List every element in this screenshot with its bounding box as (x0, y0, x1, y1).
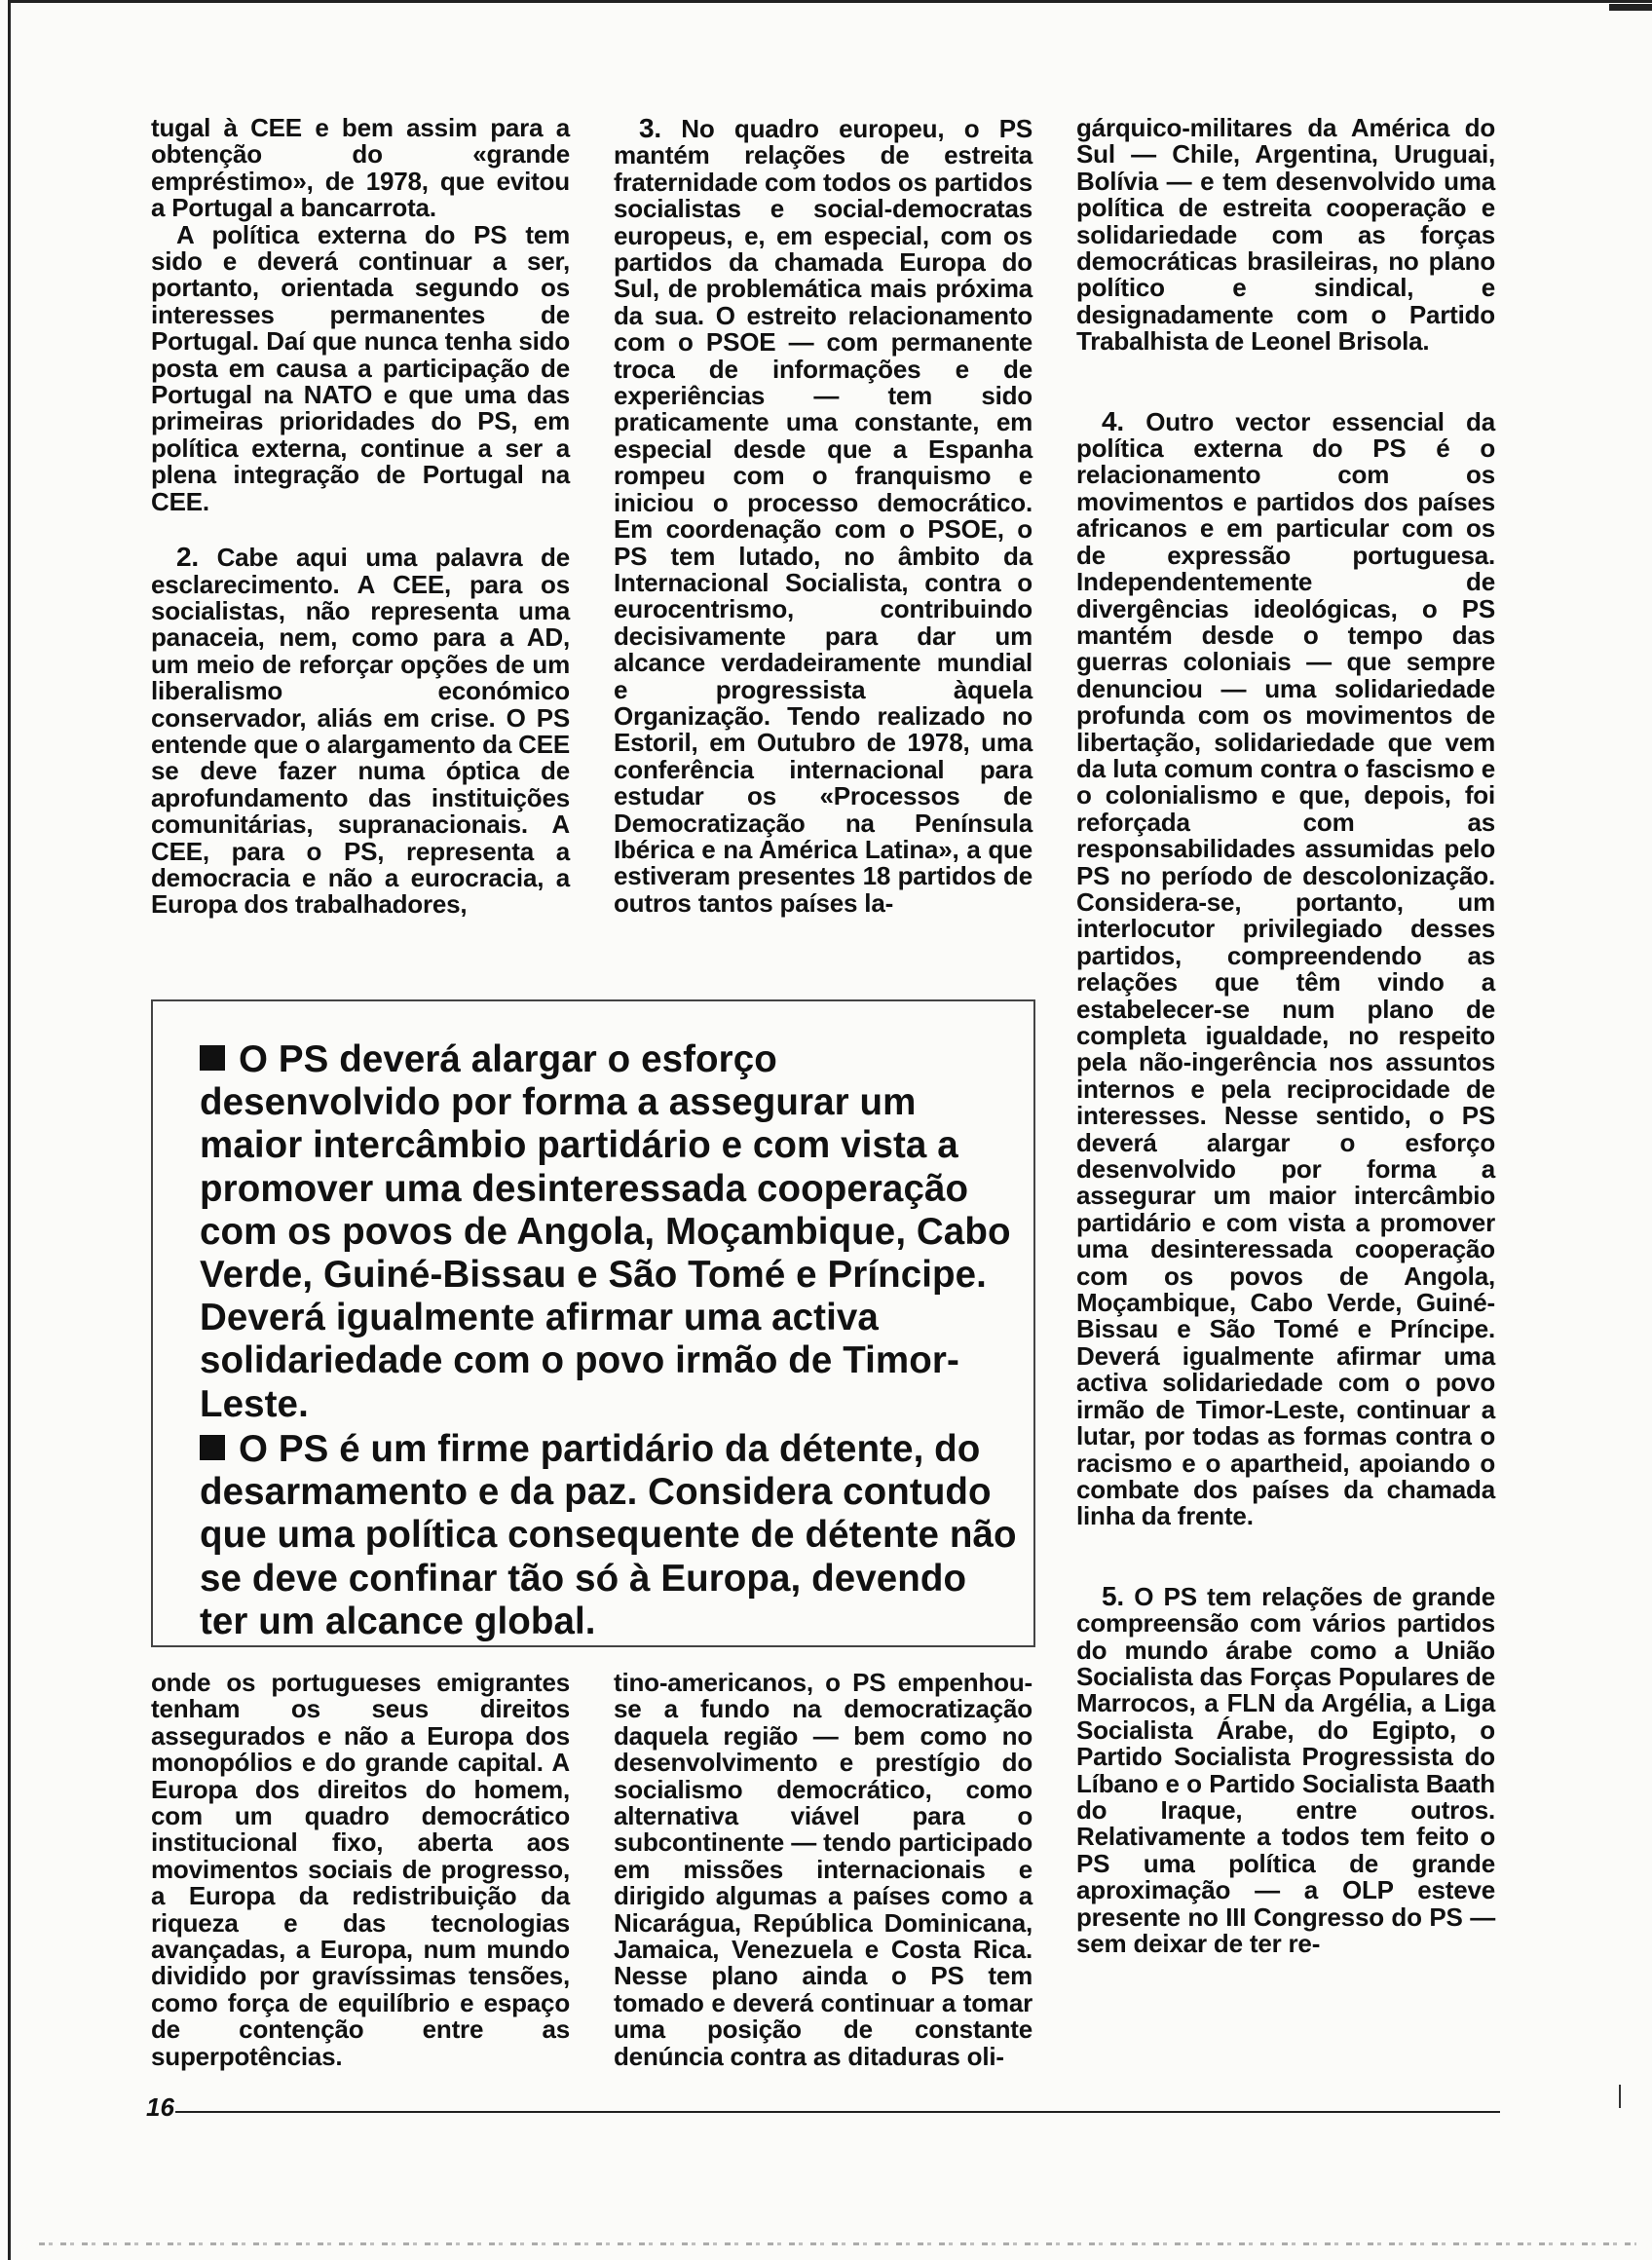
section-5-paragraph: 5. O PS tem relações de grande compreensão com vários partidos do mundo árabe como a União Socialista das Forças Populares de Marrocos, a FLN da Argélia, a Liga Socialista Árabe, do Egipto, o Partido Socialista Progressista do Líbano e o Partido Socialista Baath do Iraque, entre outros. Relativamente a todos tem feito o PS uma política de grande aproximação — a OLP esteve presente no III Congresso do PS — sem deixar de ter re- (1076, 1580, 1495, 1958)
paragraph: onde os portugueses emigrantes tenham os seus direitos assegurados e não a Europa dos monopólios e do grande capital. A Europa dos direitos do homem, com um quadro democrático institucional fixo, aberta aos movimentos sociais de progresso, a Europa da redistribuição da riqueza e das tecnologias avançadas, a Europa, num mundo dividido por gravíssimas tensões, como força de equilíbrio e espaço de contenção entre as superpotências. (151, 1668, 570, 2071)
column-1-bottom (151, 1670, 570, 2070)
pull-quote-2: O PS é um firme partidário da détente, do desarmamento e da paz. Considera contudo que uma política consequente de détente não se deve confinar tão só à Europa, devendo ter um alcance global. (200, 1428, 1017, 1642)
margin-mark (1619, 2085, 1621, 2108)
column-3 (1076, 115, 1495, 1957)
square-bullet-icon (200, 1435, 225, 1460)
column-1-top (151, 115, 570, 919)
column-2-bottom (614, 1670, 1032, 2070)
section-number: 3. (639, 113, 661, 143)
paragraph: tugal à CEE e bem assim para a obtenção do «grande empréstimo», de 1978, que evitou a Portugal a bancarrota. (151, 113, 570, 223)
section-2-paragraph: 2. Cabe aqui uma palavra de esclarecimento. A CEE, para os socialistas, não representa uma panaceia, nem, como para a AD, um meio de reforçar opções de um liberalismo económico conservador, aliás em crise. O PS entende que o alargamento da CEE se deve fazer numa óptica de aprofundamento das instituições comunitárias, supranacionais. A CEE, para o PS, representa a democracia e não a eurocracia, a Europa dos trabalhadores, (151, 542, 570, 920)
section-number: 2. (176, 542, 199, 573)
page-edge-left (8, 0, 11, 2260)
square-bullet-icon (200, 1045, 225, 1071)
paragraph: tino-americanos, o PS empenhou-se a fundo na democratização daquela região — bem como no desenvolvimento e prestígio do socialismo democrático, como alternativa viável para o subcontinente — tendo participado em missões internacionais e dirigido algumas a países como a Nicarágua, República Dominicana, Jamaica, Venezuela e Costa Rica. Nesse plano ainda o PS tem tomado e deverá continuar a tomar uma posição de constante denúncia contra as ditaduras oli- (614, 1668, 1032, 2071)
footer-rule (175, 2111, 1500, 2113)
paragraph: gárquico-militares da América do Sul — Chile, Argentina, Uruguai, Bolívia — e tem desenvolvido uma política de estreita cooperação e solidariedade com as forças democráticas brasileiras, no plano político e sindical, e designadamente com o Partido Trabalhista de Leonel Brisola. (1076, 113, 1495, 357)
column-2-top (614, 115, 1032, 917)
section-number: 4. (1102, 405, 1124, 436)
pull-quote-1: O PS deverá alargar o esforço desenvolvido por forma a assegurar um maior intercâmbio partidário e com vista a promover uma desinteressada cooperação com os povos de Angola, Moçambique, Cabo Verde, Guiné-Bissau e São Tomé e Príncipe. Deverá igualmente afirmar uma activa solidariedade com o povo irmão de Timor-Leste. (200, 1038, 1011, 1425)
corner-mark (1609, 4, 1652, 11)
paragraph: A política externa do PS tem sido e deverá continuar a ser, portanto, orientada segundo os interesses permanentes de Portugal. Daí que nunca tenha sido posta em causa a participação de Portugal na NATO e que uma das primeiras prioridades do PS, em política externa, continue a ser a plena integração de Portugal na CEE. (151, 219, 570, 516)
page-edge-top (8, 0, 1652, 3)
section-number: 5. (1102, 1580, 1124, 1611)
section-3-paragraph: 3. No quadro europeu, o PS mantém relações de estreita fraternidade com todos os partidos socialistas e social-democratas europeus, e, em especial, com os partidos da chamada Europa do Sul, de problemática mais próxima da sua. O estreito relacionamento com o PSOE — com permanente troca de informações e de experiências — tem sido praticamente uma constante, em especial desde que a Espanha rompeu com o franquismo e iniciou o processo democrático. Em coordenação com o PSOE, o PS tem lutado, no âmbito da Internacional Socialista, contra o eurocentrismo, contribuindo decisivamente para dar um alcance verdadeiramente mundial e progressista àquela Organização. Tendo realizado no Estoril, em Outubro de 1978, uma conferência internacional para estudar os «Processos de Democratização na Península Ibérica e na América Latina», a que estiveram presentes 18 partidos de outros tantos países la- (614, 113, 1032, 918)
page-number: 16 (146, 2092, 174, 2122)
scan-noise (39, 2242, 1636, 2245)
section-4-paragraph: 4. Outro vector essencial da política externa do PS é o relacionamento com os movimentos e partidos dos países africanos e em particular com os de expressão portuguesa. Independentemente de divergências ideológicas, o PS mantém desde o tempo das guerras coloniais — que sempre denunciou — uma solidariedade profunda com os movimentos de libertação, solidariedade que vem da luta comum contra o fascismo e o colonialismo e que, depois, foi reforçada com as responsabilidades assumidas pelo PS no período de descolonização. Considera-se, portanto, um interlocutor privilegiado desses partidos, compreendendo as relações que têm vindo a estabelecer-se num plano de completa igualdade, no respeito pela não-ingerência nos assuntos internos e pela reciprocidade de interesses. Nesse sentido, o PS deverá alargar o esforço desenvolvido por forma a assegurar um maior intercâmbio partidário e com vista a promover uma desinteressada cooperação com os povos de Angola, Moçambique, Cabo Verde, Guiné-Bissau e São Tomé e Príncipe. Deverá igualmente afirmar uma activa solidariedade com o povo irmão de Timor-Leste, continuar a lutar, por todas as formas contra o racismo e o apartheid, apoiando o combate dos países da chamada linha da frente. (1076, 405, 1495, 1531)
